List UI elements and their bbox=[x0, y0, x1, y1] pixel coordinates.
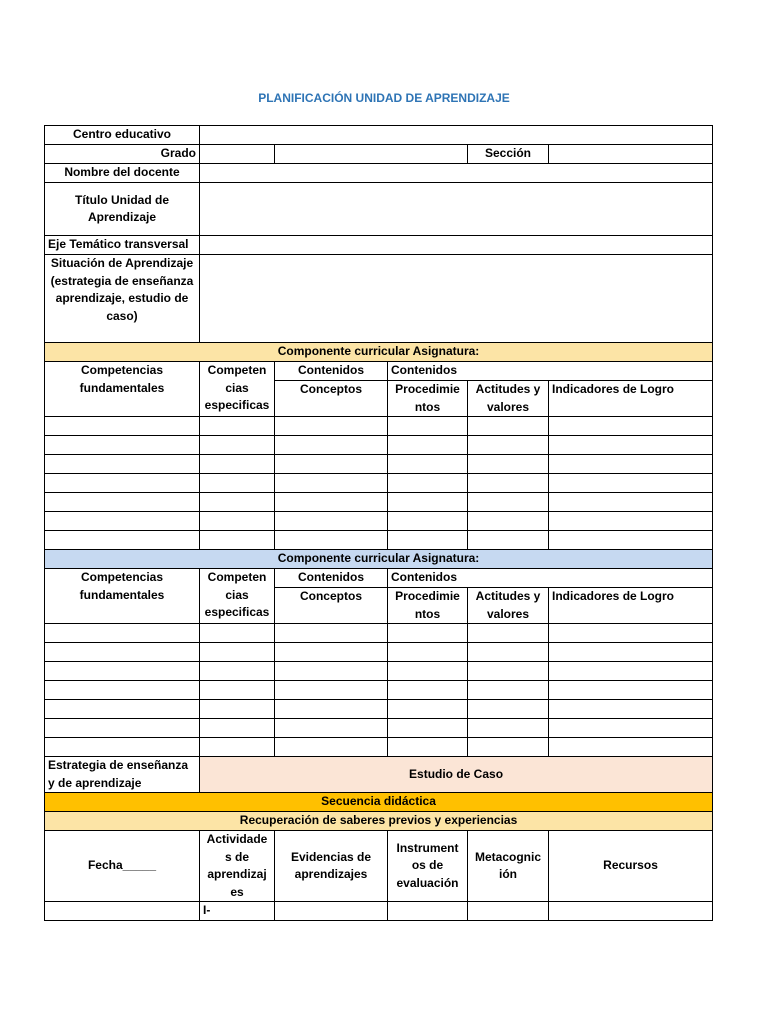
procedimientos-header: Procedimie ntos bbox=[388, 588, 468, 624]
actividades-header: Actividade s de aprendizaj es bbox=[200, 831, 275, 902]
table-cell[interactable] bbox=[45, 512, 200, 531]
eje-tematico-field[interactable] bbox=[200, 236, 713, 255]
table-cell[interactable] bbox=[45, 719, 200, 738]
page-title: PLANIFICACIÓN UNIDAD DE APRENDIZAJE bbox=[258, 91, 510, 105]
table-cell[interactable] bbox=[549, 531, 713, 550]
table-cell[interactable] bbox=[388, 624, 468, 643]
contenidos-header: Contenidos bbox=[388, 569, 713, 588]
table-cell[interactable] bbox=[275, 681, 388, 700]
table-cell[interactable] bbox=[275, 719, 388, 738]
table-cell[interactable] bbox=[388, 436, 468, 455]
recursos-header: Recursos bbox=[549, 831, 713, 902]
competencias-fundamentales-header: Competencias fundamentales bbox=[45, 569, 200, 624]
table-cell[interactable] bbox=[468, 700, 549, 719]
seccion-label: Sección bbox=[468, 145, 549, 164]
metacognicion-header: Metacognic ión bbox=[468, 831, 549, 902]
table-cell[interactable] bbox=[275, 662, 388, 681]
situacion-label: Situación de Aprendizaje (estrategia de enseñanza aprendizaje, estudio de caso) bbox=[45, 255, 200, 343]
table-row bbox=[45, 700, 713, 719]
grado-label: Grado bbox=[45, 145, 200, 164]
table-cell[interactable] bbox=[468, 474, 549, 493]
table-cell[interactable] bbox=[45, 902, 200, 921]
estrategia-label: Estrategia de enseñanza y de aprendizaje bbox=[45, 757, 200, 793]
table-cell[interactable] bbox=[388, 719, 468, 738]
nombre-docente-label: Nombre del docente bbox=[45, 164, 200, 183]
table-cell[interactable] bbox=[275, 738, 388, 757]
table-cell[interactable] bbox=[45, 681, 200, 700]
table-cell[interactable] bbox=[200, 624, 275, 643]
fecha-header: Fecha_____ bbox=[45, 831, 200, 902]
eje-tematico-label: Eje Temático transversal bbox=[45, 236, 200, 255]
table-cell[interactable] bbox=[468, 512, 549, 531]
table-cell[interactable] bbox=[45, 493, 200, 512]
table-cell[interactable] bbox=[549, 455, 713, 474]
evidencias-header: Evidencias de aprendizajes bbox=[275, 831, 388, 902]
table-row bbox=[45, 662, 713, 681]
competencias-fundamentales-header: Competencias fundamentales bbox=[45, 362, 200, 417]
component-1-rows bbox=[45, 417, 713, 550]
table-cell[interactable] bbox=[275, 474, 388, 493]
table-row bbox=[45, 474, 713, 493]
procedimientos-header: Procedimie ntos bbox=[388, 381, 468, 417]
secuencia-subtitle: Recuperación de saberes previos y experiencias bbox=[45, 812, 713, 831]
table-row bbox=[45, 512, 713, 531]
estrategia-value[interactable]: Estudio de Caso bbox=[200, 757, 713, 793]
table-row bbox=[45, 624, 713, 643]
component-title: Componente curricular Asignatura: bbox=[45, 343, 713, 362]
instrumentos-header: Instrument os de evaluación bbox=[388, 831, 468, 902]
table-row bbox=[45, 493, 713, 512]
grado-field[interactable] bbox=[200, 145, 275, 164]
table-cell[interactable] bbox=[275, 902, 388, 921]
table-cell[interactable] bbox=[200, 738, 275, 757]
conceptos-header: Conceptos bbox=[275, 381, 388, 417]
table-cell[interactable] bbox=[468, 493, 549, 512]
titulo-unidad-field[interactable] bbox=[200, 183, 713, 236]
conceptos-header: Conceptos bbox=[275, 588, 388, 624]
table-cell[interactable] bbox=[45, 455, 200, 474]
table-cell[interactable] bbox=[549, 493, 713, 512]
table-row bbox=[45, 719, 713, 738]
table-cell[interactable] bbox=[388, 417, 468, 436]
table-cell[interactable] bbox=[388, 681, 468, 700]
table-cell[interactable] bbox=[468, 662, 549, 681]
table-cell[interactable] bbox=[468, 643, 549, 662]
secuencia-title: Secuencia didáctica bbox=[45, 793, 713, 812]
table-cell[interactable] bbox=[468, 455, 549, 474]
grado-field-extra[interactable] bbox=[275, 145, 468, 164]
table-cell[interactable] bbox=[45, 474, 200, 493]
indicadores-header: Indicadores de Logro bbox=[549, 381, 713, 417]
table-cell[interactable] bbox=[45, 643, 200, 662]
table-cell[interactable] bbox=[45, 436, 200, 455]
table-cell[interactable] bbox=[549, 436, 713, 455]
table-cell[interactable] bbox=[200, 643, 275, 662]
competencias-especificas-header: Competen cias especificas bbox=[200, 569, 275, 624]
table-cell[interactable] bbox=[468, 531, 549, 550]
table-cell[interactable] bbox=[388, 455, 468, 474]
table-row bbox=[45, 738, 713, 757]
planning-form bbox=[44, 125, 713, 921]
table-cell[interactable] bbox=[549, 902, 713, 921]
table-cell[interactable] bbox=[275, 455, 388, 474]
centro-educativo-label: Centro educativo bbox=[45, 126, 200, 145]
table-cell[interactable] bbox=[468, 436, 549, 455]
table-cell[interactable] bbox=[200, 474, 275, 493]
table-cell[interactable] bbox=[549, 643, 713, 662]
table-cell[interactable] bbox=[549, 474, 713, 493]
table-row bbox=[45, 436, 713, 455]
table-cell[interactable] bbox=[388, 643, 468, 662]
component-2-rows bbox=[45, 624, 713, 757]
table-row bbox=[45, 455, 713, 474]
table-cell[interactable] bbox=[275, 512, 388, 531]
contenidos-header: Contenidos bbox=[275, 569, 388, 588]
table-cell[interactable] bbox=[388, 662, 468, 681]
table-cell[interactable] bbox=[275, 417, 388, 436]
titulo-unidad-label: Título Unidad de Aprendizaje bbox=[45, 183, 200, 236]
table-cell[interactable] bbox=[549, 719, 713, 738]
indicadores-header: Indicadores de Logro bbox=[549, 588, 713, 624]
table-cell[interactable] bbox=[200, 455, 275, 474]
table-cell[interactable] bbox=[45, 662, 200, 681]
actitudes-header: Actitudes y valores bbox=[468, 381, 549, 417]
contenidos-header: Contenidos bbox=[275, 362, 388, 381]
table-cell[interactable] bbox=[549, 738, 713, 757]
table-cell[interactable] bbox=[549, 662, 713, 681]
table-cell[interactable] bbox=[549, 681, 713, 700]
table-cell[interactable] bbox=[388, 493, 468, 512]
table-cell[interactable] bbox=[275, 493, 388, 512]
table-cell[interactable] bbox=[468, 681, 549, 700]
table-cell[interactable] bbox=[200, 531, 275, 550]
actitudes-header: Actitudes y valores bbox=[468, 588, 549, 624]
table-cell[interactable] bbox=[388, 474, 468, 493]
activity-row-marker[interactable]: I- bbox=[200, 902, 275, 921]
table-row bbox=[45, 417, 713, 436]
table-cell[interactable] bbox=[200, 700, 275, 719]
nombre-docente-field[interactable] bbox=[200, 164, 713, 183]
table-cell[interactable] bbox=[275, 531, 388, 550]
table-cell[interactable] bbox=[388, 902, 468, 921]
table-cell[interactable] bbox=[45, 531, 200, 550]
table-cell[interactable] bbox=[468, 902, 549, 921]
table-cell[interactable] bbox=[200, 719, 275, 738]
seccion-field[interactable] bbox=[549, 145, 713, 164]
table-cell[interactable] bbox=[275, 643, 388, 662]
table-cell[interactable] bbox=[388, 512, 468, 531]
table-cell[interactable] bbox=[468, 738, 549, 757]
table-cell[interactable] bbox=[275, 700, 388, 719]
table-row bbox=[45, 681, 713, 700]
table-cell[interactable] bbox=[468, 417, 549, 436]
centro-educativo-field[interactable] bbox=[200, 126, 713, 145]
table-cell[interactable] bbox=[388, 738, 468, 757]
table-cell[interactable] bbox=[468, 624, 549, 643]
table-row bbox=[45, 643, 713, 662]
table-cell[interactable] bbox=[200, 417, 275, 436]
table-cell[interactable] bbox=[388, 700, 468, 719]
contenidos-header: Contenidos bbox=[388, 362, 713, 381]
table-cell[interactable] bbox=[45, 700, 200, 719]
table-row bbox=[45, 531, 713, 550]
table-cell[interactable] bbox=[549, 700, 713, 719]
component-title: Componente curricular Asignatura: bbox=[45, 550, 713, 569]
table-cell[interactable] bbox=[45, 417, 200, 436]
table-cell[interactable] bbox=[200, 512, 275, 531]
table-cell[interactable] bbox=[45, 738, 200, 757]
table-cell[interactable] bbox=[45, 624, 200, 643]
table-cell[interactable] bbox=[275, 624, 388, 643]
situacion-field[interactable] bbox=[200, 255, 713, 343]
table-cell[interactable] bbox=[468, 719, 549, 738]
table-cell[interactable] bbox=[200, 493, 275, 512]
table-cell[interactable] bbox=[549, 624, 713, 643]
table-cell[interactable] bbox=[200, 436, 275, 455]
table-cell[interactable] bbox=[275, 436, 388, 455]
table-cell[interactable] bbox=[388, 531, 468, 550]
table-cell[interactable] bbox=[200, 681, 275, 700]
table-cell[interactable] bbox=[549, 512, 713, 531]
table-cell[interactable] bbox=[549, 417, 713, 436]
table-cell[interactable] bbox=[200, 662, 275, 681]
competencias-especificas-header: Competen cias especificas bbox=[200, 362, 275, 417]
